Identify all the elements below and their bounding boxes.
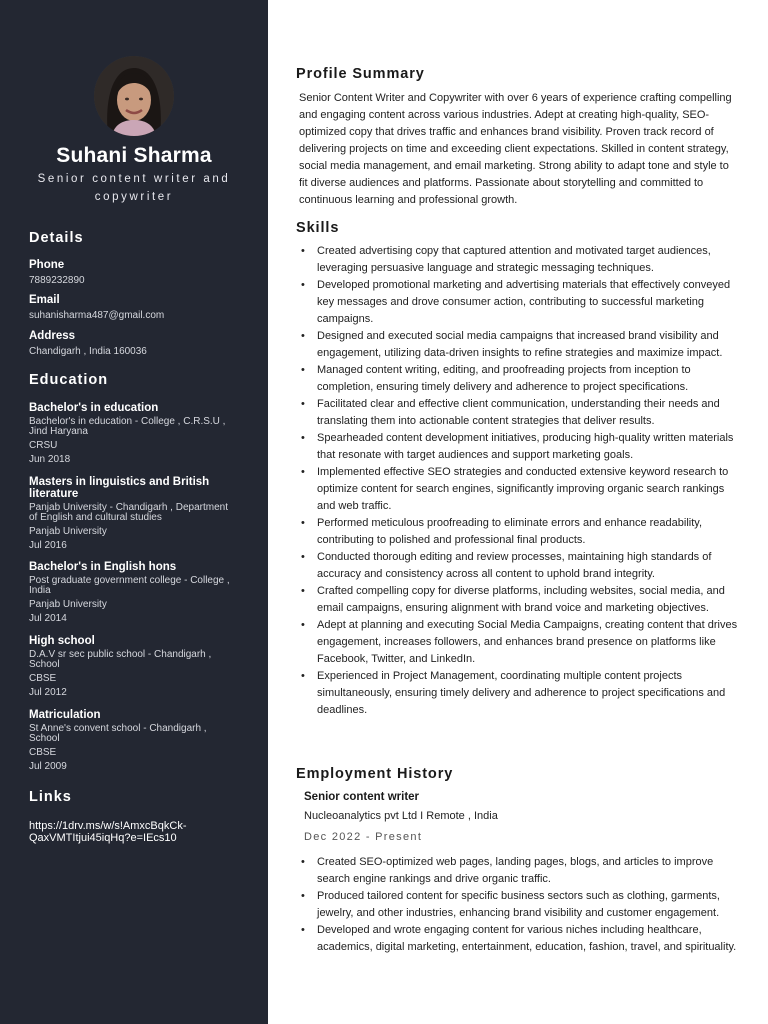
education-item (29, 476, 239, 551)
email-label: Email (29, 294, 60, 306)
links-heading: Links (29, 789, 72, 805)
skill-item: • Performed meticulous proofreading to eliminate errors and enhance readability, contributing to polished and professional final products. (299, 515, 741, 549)
skill-item: • Created advertising copy that captured attention and motivated target audiences, leveraging persuasive language and strategic messaging techniques. (299, 243, 741, 277)
employment-history-heading: Employment History (296, 766, 454, 782)
skill-item: • Crafted compelling copy for diverse platforms, including websites, social media, and email campaigns, ensuring alignment with brand voice and marketing objectives. (299, 583, 741, 617)
institution-detail: School (29, 659, 60, 670)
email-value[interactable]: suhanisharma487@gmail.com (29, 310, 165, 321)
skill-item: • Experienced in Project Management, coordinating multiple content projects simultaneously, ensuring timely delivery and adherence to project specifications and deadlines. (299, 668, 741, 719)
institution-name: CBSE (29, 747, 57, 758)
education-date: Jul 2009 (29, 761, 67, 772)
candidate-name: Suhani Sharma (56, 144, 212, 167)
skill-item: • Implemented effective SEO strategies and conducted extensive keyword research to optimize content for search engines, significantly improving organic search rankings and web traffic. (299, 464, 741, 515)
address-label: Address (29, 330, 76, 342)
institution-name: CBSE (29, 673, 57, 684)
institution-detail: D.A.V sr sec public school - Chandigarh , (29, 649, 212, 660)
avatar (94, 56, 174, 136)
skill-item: • Developed promotional marketing and advertising materials that effectively conveyed key messages and drove consumer action, contributing to successful marketing campaigns. (299, 277, 741, 328)
skill-item: • Facilitated clear and effective client communication, understanding their needs and translating them into actionable content strategies that deliver results. (299, 396, 741, 430)
degree-title: literature (29, 488, 79, 500)
job-title: Senior content writer (304, 791, 420, 803)
job-duty-item: • Created SEO-optimized web pages, landing pages, blogs, and articles to improve search engine rankings and drive organic traffic. (299, 854, 739, 888)
degree-title: Masters in linguistics and British (29, 476, 210, 488)
degree-title: Bachelor's in English hons (29, 561, 177, 573)
address-value: Chandigarh , India 160036 (29, 346, 147, 357)
job-duty-item: • Developed and wrote engaging content for various niches including healthcare, academics, digital marketing, entertainment, education, fashion, travel, and spirituality. (299, 922, 739, 956)
education-item (29, 635, 239, 698)
skill-item: • Designed and executed social media campaigns that increased brand visibility and engagement, utilizing data-driven insights to refine strategies and maximize impact. (299, 328, 741, 362)
portfolio-link[interactable] (29, 820, 229, 844)
details-heading: Details (29, 230, 84, 246)
skill-item: • Managed content writing, editing, and proofreading projects from inception to completion, ensuring timely delivery and adherence to project specifications. (299, 362, 741, 396)
job-duty-item: • Produced tailored content for specific business sectors such as clothing, garments, jewelry, and other industries, enhancing brand visibility and customer engagement. (299, 888, 739, 922)
institution-detail: St Anne's convent school - Chandigarh , (29, 723, 207, 734)
sidebar (0, 0, 268, 1024)
institution-detail: Bachelor's in education - College , C.R.S.U , (29, 416, 226, 427)
degree-title: Bachelor's in education (29, 402, 159, 414)
institution-detail: Jind Haryana (29, 426, 88, 437)
institution-name: Panjab University (29, 599, 107, 610)
degree-title: High school (29, 635, 95, 647)
profile-summary-heading: Profile Summary (296, 66, 425, 82)
profile-photo (94, 56, 174, 136)
education-item (29, 709, 239, 772)
education-date: Jul 2014 (29, 613, 67, 624)
phone-value: 7889232890 (29, 275, 85, 286)
institution-detail: Panjab University - Chandigarh , Department (29, 502, 228, 513)
institution-detail: Post graduate government college - College , (29, 575, 230, 586)
candidate-subtitle: Senior content writer and copywriter (37, 173, 231, 203)
skills-heading: Skills (296, 220, 340, 236)
institution-detail: India (29, 585, 51, 596)
institution-detail: of English and cultural studies (29, 512, 162, 523)
education-item (29, 402, 239, 465)
job-dates: Dec 2022 - Present (304, 831, 423, 843)
skill-item: • Adept at planning and executing Social Media Campaigns, creating content that drives engagement, increases followers, and enhances brand presence on platforms like Facebook, Twitter, and LinkedIn. (299, 617, 741, 668)
profile-summary-text: Senior Content Writer and Copywriter with over 6 years of experience crafting compelling and engaging content across various industries. Adept at creating high-quality, SEO-optimized copy that drives traffic and enhances brand visibility. Proven track record of delivering projects on time and exceeding client expectations. Skilled in content strategy, social media management, and email marketing. Strong ability to adapt tone and style to fit diverse audiences and platforms. Passionate about storytelling and committed to continuous learning and professional growth. (299, 92, 732, 206)
education-heading: Education (29, 372, 109, 388)
education-item (29, 561, 239, 624)
phone-label: Phone (29, 259, 65, 271)
education-date: Jul 2016 (29, 540, 67, 551)
degree-title: Matriculation (29, 709, 101, 721)
portfolio-link-line[interactable]: https://1drv.ms/w/s!AmxcBqkCk- (29, 820, 187, 832)
education-date: Jul 2012 (29, 687, 67, 698)
skill-item: • Spearheaded content development initiatives, producing high-quality written materials that resonate with target audiences and support marketing goals. (299, 430, 741, 464)
job-company: Nucleoanalytics pvt Ltd I Remote , India (304, 810, 498, 822)
skills-list (299, 243, 741, 719)
portfolio-link-line[interactable]: QaxVMTItjui45iqHq?e=IEcs10 (29, 832, 177, 844)
job-duties-list (299, 854, 739, 956)
education-date: Jun 2018 (29, 454, 71, 465)
institution-name: Panjab University (29, 526, 107, 537)
institution-detail: School (29, 733, 60, 744)
institution-name: CRSU (29, 440, 58, 451)
skill-item: • Conducted thorough editing and review processes, maintaining high standards of accuracy and consistency across all content to uphold brand integrity. (299, 549, 741, 583)
